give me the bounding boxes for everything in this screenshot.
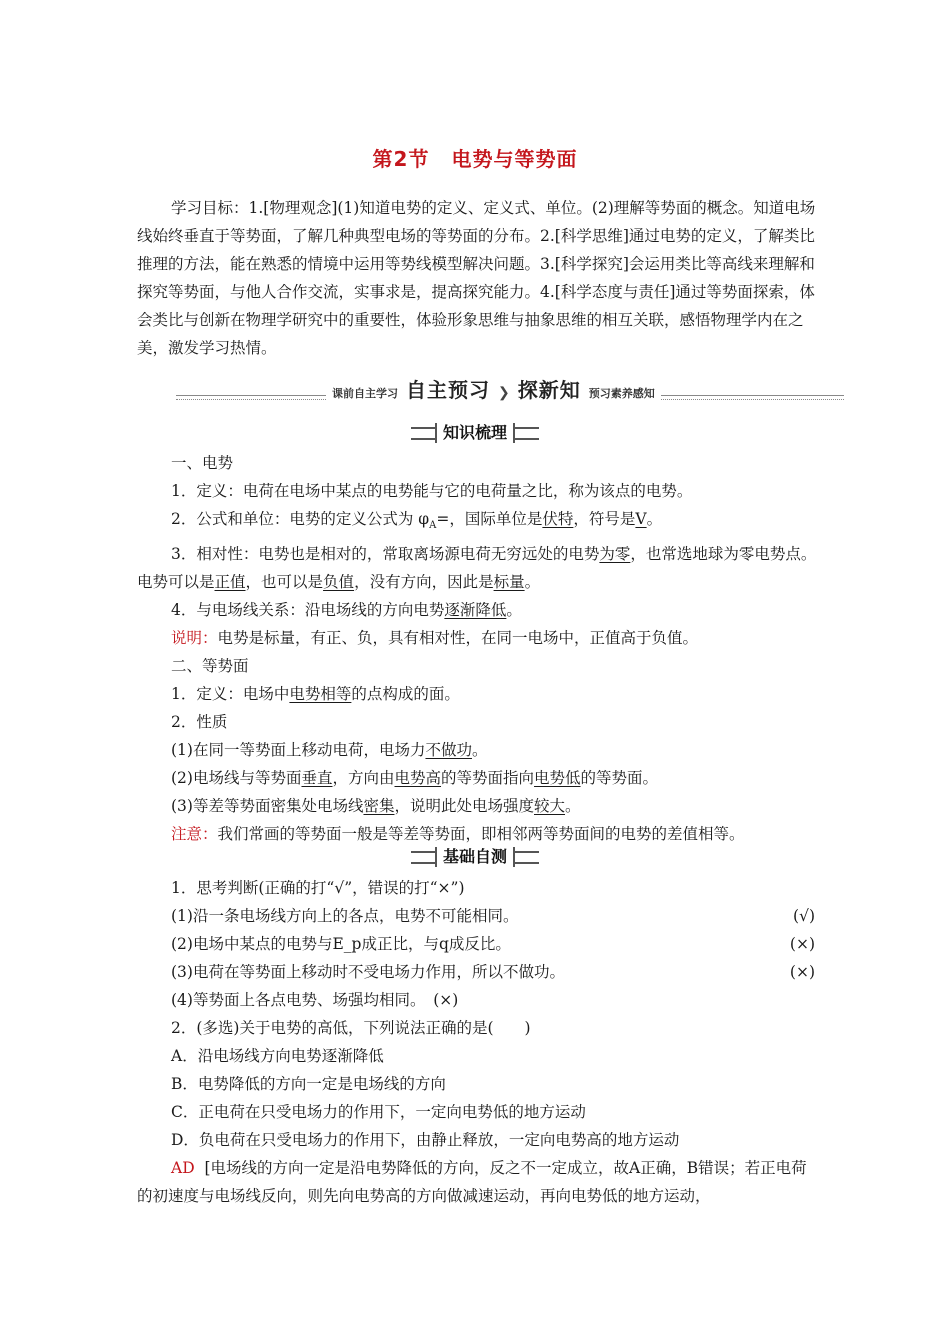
self-test: [137, 874, 817, 1210]
answer-explanation: AD [电场线的方向一定是沿电势降低的方向，反之不一定成立，故A正确，B错误；若正电荷的初速度与电场线反向，则先向电势高的方向做减速运动，再向电势低的地方运动，: [137, 1159, 807, 1205]
knowledge-heading: 知识梳理: [0, 423, 950, 445]
prop-2: (2)电场线与等势面垂直，方向由电势高的等势面指向电势低的等势面。: [171, 769, 659, 788]
def-line: 1．定义：电荷在电场中某点的电势能与它的电荷量之比，称为该点的电势。: [171, 482, 693, 500]
relativity-line: 3．相对性：电势也是相对的，常取离场源电荷无穷远处的电势为零，也常选地球为零电势点。电势可以是正值，也可以是负值，没有方向，因此是标量。: [137, 545, 817, 592]
judge-item: (2)电场中某点的电势与E_p成正比，与q成反比。 (×): [171, 935, 815, 953]
banner-left: 课前自主学习: [332, 387, 398, 400]
note-potential: 说明：电势是标量，有正、负，具有相对性，在同一电场中，正值高于负值。: [171, 629, 699, 648]
banner-main2: 探新知: [517, 378, 581, 402]
heading-equipotential: 二、等势面: [171, 657, 249, 676]
judge-item: (3)电荷在等势面上移动时不受电场力作用，所以不做功。 (×): [171, 963, 815, 981]
equi-props: 2．性质: [171, 713, 228, 732]
chevron-right-icon: ❯: [498, 385, 510, 401]
section-name: 电势与等势面: [451, 147, 578, 171]
option-d: D．负电荷在只受电场力的作用下，由静止释放，一定向电势高的地方运动: [171, 1131, 680, 1149]
option-b: B．电势降低的方向一定是电场线的方向: [171, 1075, 446, 1093]
formula-line: 2．公式和单位：电势的定义公式为 $\varphi_A=$，国际单位是伏特，符号是V。: [171, 510, 663, 532]
selftest-heading: 基础自测: [0, 847, 950, 869]
prop-1: (1)在同一等势面上移动电荷，电场力不做功。: [171, 741, 488, 760]
prop-3: (3)等差等势面密集处电场线密集，说明此处电场强度较大。: [171, 797, 581, 816]
question-1: 1．思考判断(正确的打“√”，错误的打“×”): [171, 879, 465, 897]
section-banner: [176, 374, 844, 404]
banner-right: 预习素养感知: [588, 387, 655, 400]
banner-main1: 自主预习: [406, 378, 490, 402]
objectives-text: 学习目标：1.[物理观念](1)知道电势的定义、定义式、单位。(2)理解等势面的概念。知道电场线始终垂直于等势面，了解几种典型电场的等势面的分布。2.[科学思维]通过电势的定义，了解类比推理的方法，能在熟悉的情境中运用等势线模型解决问题。3.[科学探究]会运用类比等高线来理解和探究等势面，与他人合作交流，实事求是，提高探究能力。4.[科学态度与责任]通过等势面探索，体会类比与创新在物理学研究中的重要性，体验形象思维与抽象思维的相互关联，感悟物理学内在之美，激发学习热情。: [137, 199, 816, 357]
heading-potential: 一、电势: [171, 454, 234, 472]
judge-item-4: (4)等势面上各点电势、场强均相同。 (×): [171, 991, 459, 1009]
judge-item: (1)沿一条电场线方向上的各点，电势不可能相同。 (√): [171, 907, 815, 925]
section-number: 第2节: [372, 147, 430, 171]
question-2: 2．(多选)关于电势的高低，下列说法正确的是( ): [171, 1019, 531, 1037]
section-title: [0, 143, 950, 172]
note-equipotential: 注意：我们常画的等势面一般是等差等势面，即相邻两等势面间的电势的差值相等。: [171, 825, 745, 844]
option-a: A．沿电场线方向电势逐渐降低: [171, 1047, 384, 1065]
option-c: C．正电荷在只受电场力的作用下，一定向电势低的地方运动: [171, 1103, 586, 1121]
section-potential: [137, 449, 817, 848]
fieldline-relation: 4．与电场线关系：沿电场线的方向电势逐渐降低。: [171, 601, 522, 620]
equi-def: 1．定义：电场中电势相等的点构成的面。: [171, 685, 460, 704]
learning-objectives: [137, 194, 817, 362]
